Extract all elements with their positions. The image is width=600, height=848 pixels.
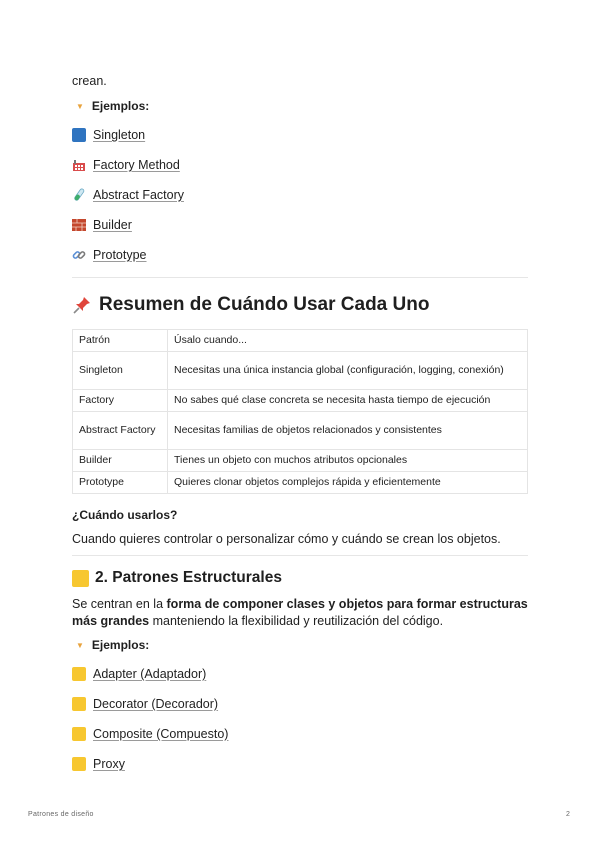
- table-row: [73, 450, 528, 472]
- test-tube-icon: [72, 188, 86, 202]
- table-header-row: [73, 330, 528, 352]
- link-label[interactable]: Decorator (Decorador): [93, 697, 219, 711]
- footer-title: Patrones de diseño: [28, 811, 94, 818]
- table-cell: Tienes un objeto con muchos atributos opcionales: [168, 450, 528, 472]
- link-decorator[interactable]: [72, 697, 218, 711]
- when-to-use-question: ¿Cuándo usarlos?: [72, 508, 178, 522]
- link-abstract-factory[interactable]: [72, 188, 184, 202]
- divider: [72, 555, 528, 556]
- pushpin-icon: [72, 295, 92, 315]
- divider: [72, 277, 528, 278]
- table-row: [73, 390, 528, 412]
- factory-icon: [72, 158, 86, 172]
- summary-heading: [72, 294, 429, 316]
- toggle-label: Ejemplos:: [91, 638, 150, 652]
- toggle-label: Ejemplos:: [91, 99, 150, 113]
- link-icon: [72, 248, 86, 262]
- link-adapter[interactable]: [72, 667, 206, 681]
- blue-square-icon: [72, 128, 86, 142]
- table-row: [73, 472, 528, 494]
- link-prototype[interactable]: [72, 248, 147, 262]
- table-cell: Singleton: [73, 352, 168, 390]
- table-cell: Builder: [73, 450, 168, 472]
- structural-examples-toggle[interactable]: [72, 638, 149, 652]
- table-row: [73, 412, 528, 450]
- table-cell: Necesitas una única instancia global (configuración, logging, conexión): [168, 352, 528, 390]
- link-label[interactable]: Factory Method: [93, 158, 180, 172]
- table-cell: Abstract Factory: [73, 412, 168, 450]
- link-label[interactable]: Prototype: [93, 248, 147, 262]
- link-composite[interactable]: [72, 727, 228, 741]
- when-to-use-answer: Cuando quieres controlar o personalizar cómo y cuándo se crean los objetos.: [72, 532, 501, 546]
- page-number: 2: [566, 811, 571, 818]
- structural-heading-text: 2. Patrones Estructurales: [95, 569, 282, 586]
- description-emphasis: forma de componer clases y objetos para formar estructuras más grandes: [72, 597, 528, 628]
- link-label[interactable]: Adapter (Adaptador): [93, 667, 207, 681]
- table-row: [73, 352, 528, 390]
- yellow-square-icon: [72, 757, 86, 771]
- structural-heading: [72, 569, 282, 587]
- table-cell: Quieres clonar objetos complejos rápida y eficientemente: [168, 472, 528, 494]
- link-label[interactable]: Singleton: [93, 128, 146, 142]
- table-cell: No sabes qué clase concreta se necesita hasta tiempo de ejecución: [168, 390, 528, 412]
- description-prefix: Se centran en la: [72, 597, 167, 611]
- table-header-cell: Úsalo cuando...: [168, 330, 528, 352]
- link-proxy[interactable]: [72, 757, 125, 771]
- yellow-square-icon: [72, 570, 89, 587]
- summary-heading-text: Resumen de Cuándo Usar Cada Uno: [99, 294, 430, 315]
- yellow-square-icon: [72, 727, 86, 741]
- yellow-square-icon: [72, 697, 86, 711]
- yellow-square-icon: [72, 667, 86, 681]
- link-factory-method[interactable]: [72, 158, 180, 172]
- intro-tail-text: crean.: [72, 74, 107, 88]
- link-singleton[interactable]: [72, 128, 145, 142]
- table-cell: Factory: [73, 390, 168, 412]
- structural-description: [72, 596, 528, 630]
- creational-examples-toggle[interactable]: [72, 99, 149, 113]
- link-builder[interactable]: [72, 218, 132, 232]
- link-label[interactable]: Abstract Factory: [93, 188, 184, 202]
- brick-icon: [72, 218, 86, 232]
- toggle-triangle-icon: ▼: [76, 101, 84, 111]
- link-label[interactable]: Composite (Compuesto): [93, 727, 229, 741]
- table-header-cell: Patrón: [73, 330, 168, 352]
- summary-table: [72, 329, 528, 494]
- link-label[interactable]: Proxy: [93, 757, 125, 771]
- table-cell: Necesitas familias de objetos relacionados y consistentes: [168, 412, 528, 450]
- description-suffix: manteniendo la flexibilidad y reutilización del código.: [149, 614, 444, 628]
- table-cell: Prototype: [73, 472, 168, 494]
- link-label[interactable]: Builder: [93, 218, 132, 232]
- toggle-triangle-icon: ▼: [76, 640, 84, 650]
